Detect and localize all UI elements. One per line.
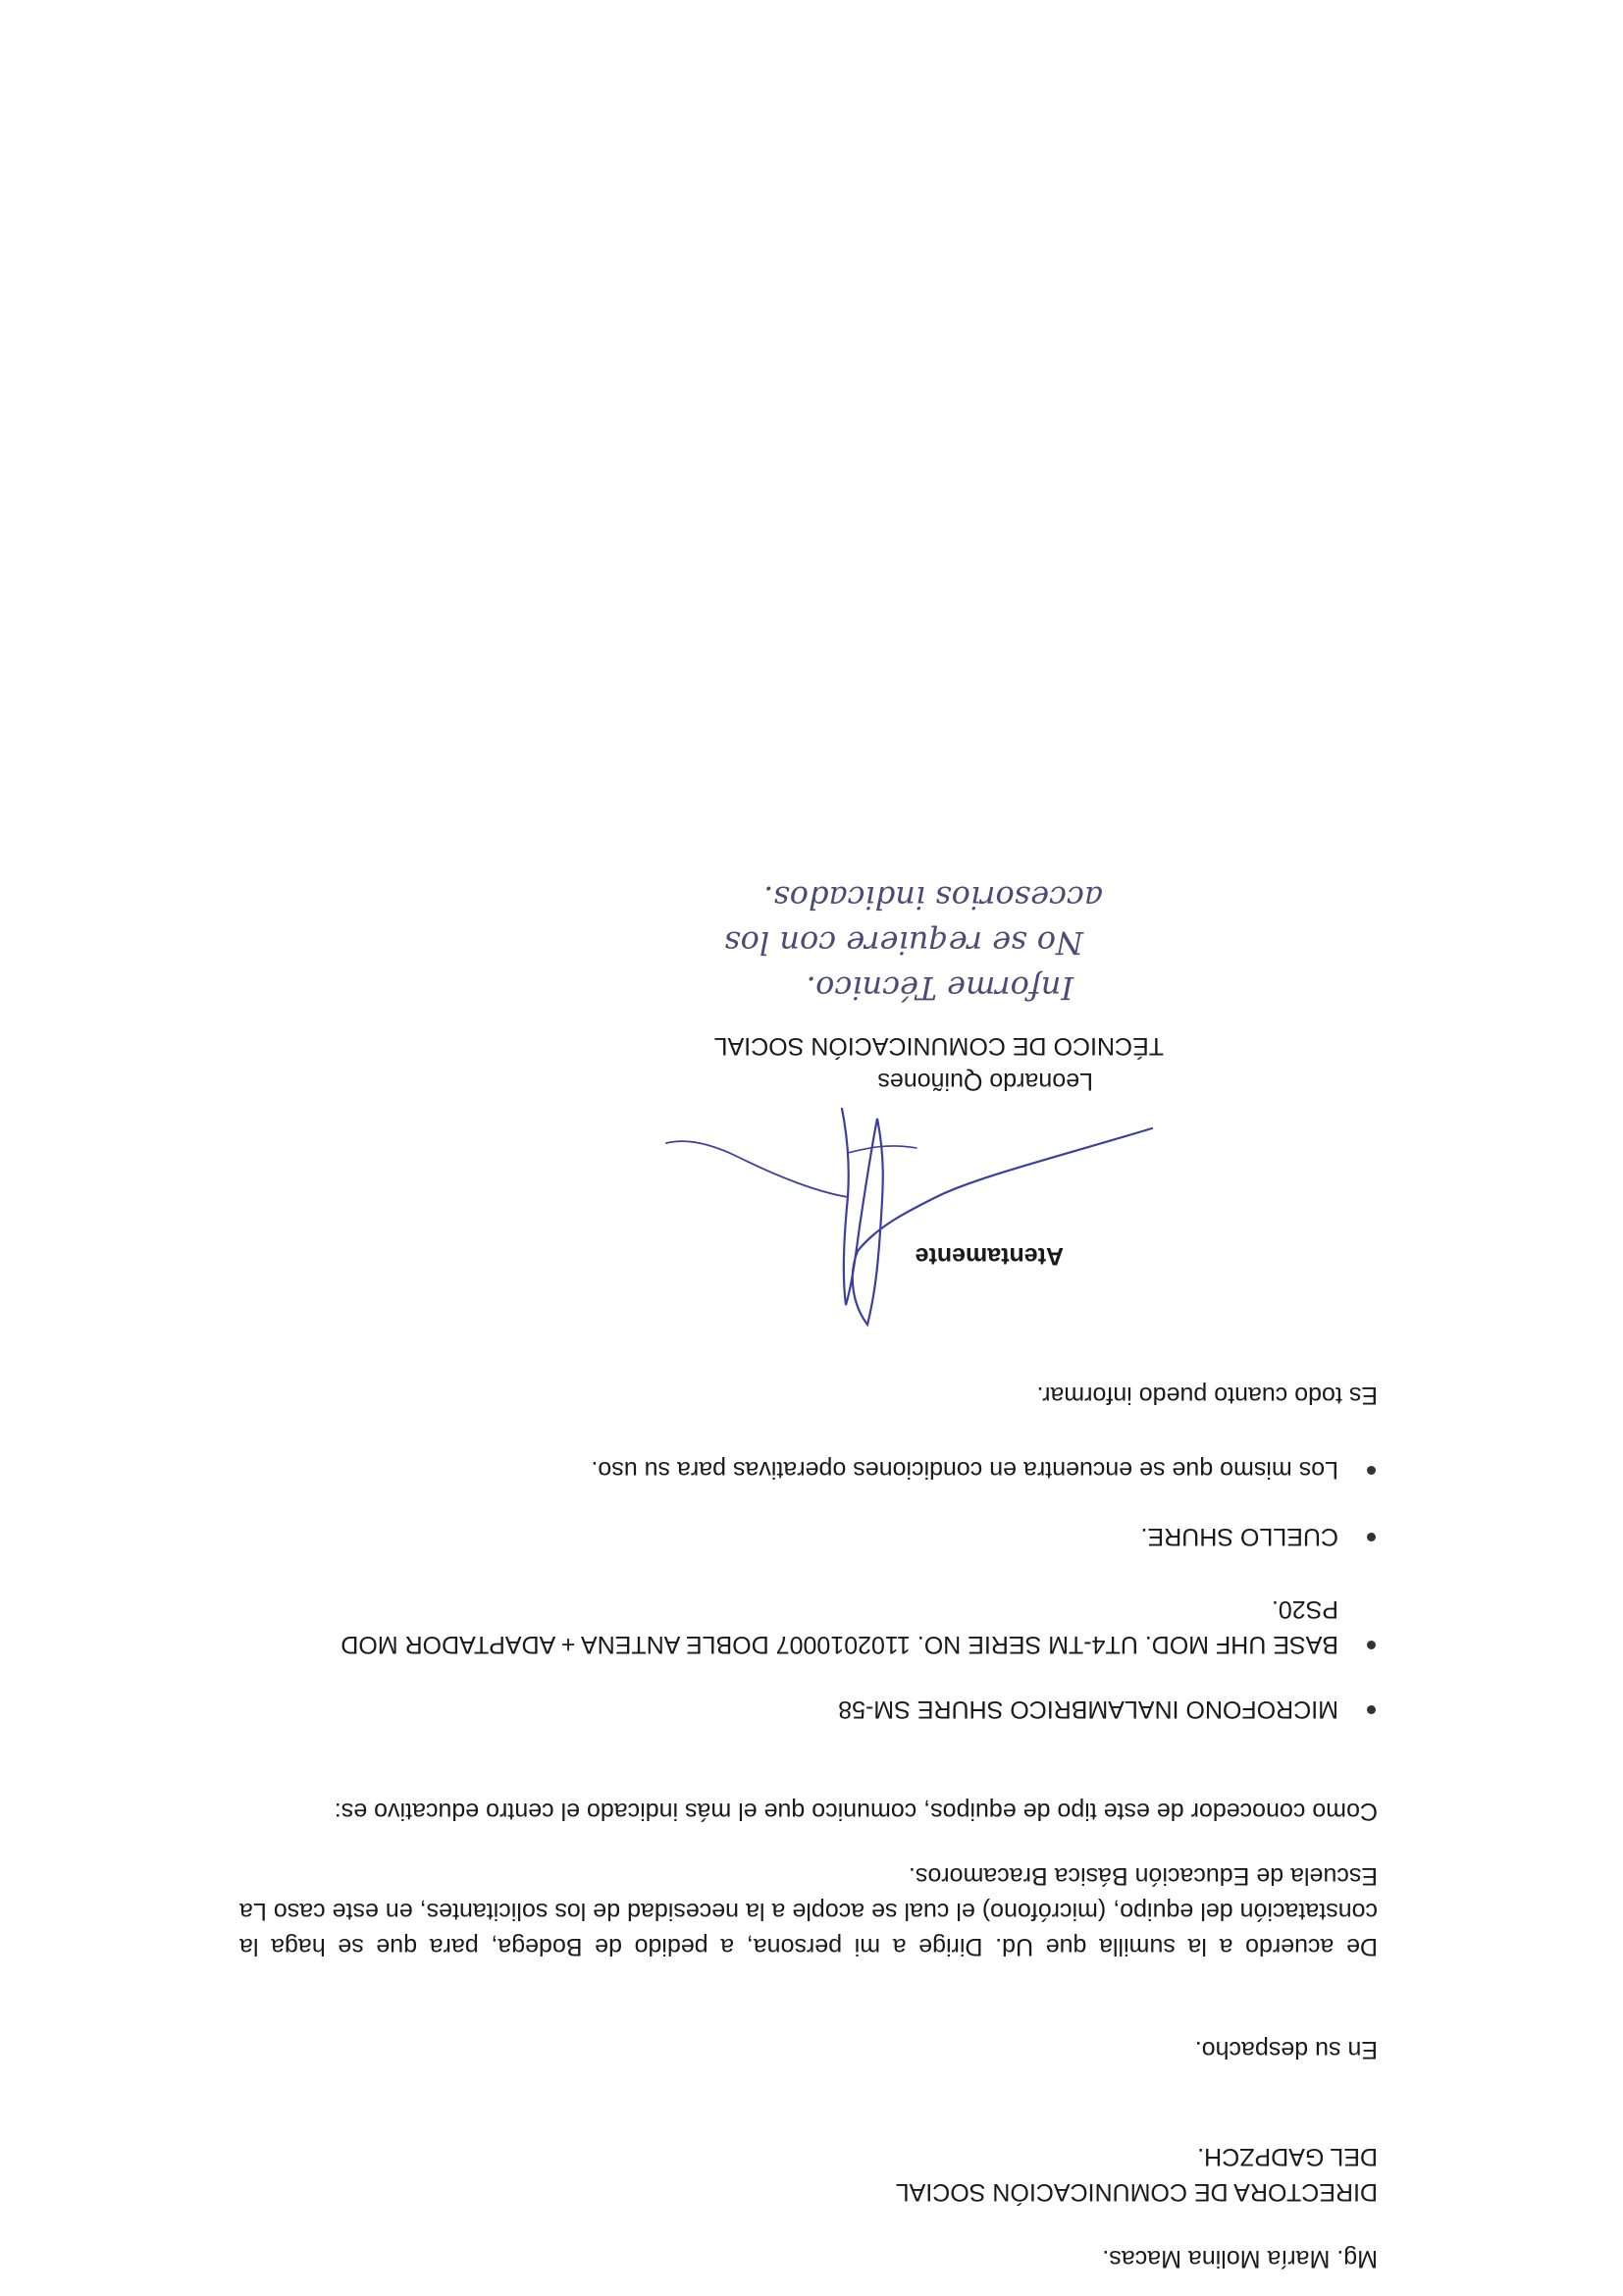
list-item-text: CUELLO SHURE. (1140, 1523, 1338, 1550)
recipient-name: Mg. María Molina Macas. (1102, 2245, 1378, 2272)
handwritten-note-line2: No se requiere con los (724, 924, 1083, 962)
list-item-text: MICROFONO INALAMBRICO SHURE SM-58 (838, 1696, 1338, 1723)
list-item-text: Los mismo que se encuentra en condiciones operativas para su uso. (591, 1456, 1338, 1484)
recipient-title-line1: DIRECTORA DE COMUNICACIÓN SOCIAL (895, 2178, 1378, 2206)
equipment-list (239, 1429, 1378, 1727)
paragraph-1: De acuerdo a la sumilla que Ud. Dirige a mi persona, a pedido de Bodega, para que se haga la constatación del equipo, (micrófono) el cual se acople a la necesidad de los solicitantes, en este caso La Escuela de Educación Básica Bracamoros. (239, 1862, 1378, 1960)
closing-line: Es todo cuanto puedo informar. (1036, 1382, 1378, 1409)
bullet-icon (1367, 1705, 1376, 1714)
bullet-icon (1367, 1533, 1376, 1541)
list-item-text: BASE UHF MOD. UT4-TM SERIE NO. 1102010007 DOBLE ANTENA + ADAPTADOR MOD PS20. (340, 1595, 1338, 1658)
recipient-block (896, 2139, 1378, 2276)
recipient-title-line2: DEL GADPZCH. (1197, 2143, 1378, 2170)
list-item (239, 1554, 1378, 1662)
bullet-icon (1367, 1466, 1376, 1475)
salutation: Atentamente (915, 1242, 1064, 1270)
handwritten-note (602, 875, 1113, 1011)
signature-scribble (661, 1089, 1172, 1344)
signer-name: Leonardo Quiñones (877, 1068, 1093, 1095)
handwritten-note-line1: Informe Técnico. (806, 969, 1073, 1007)
list-item (239, 1429, 1378, 1487)
bullet-icon (1367, 1641, 1376, 1649)
list-item (239, 1662, 1378, 1727)
handwritten-note-line3: accesorios indicados. (763, 879, 1103, 916)
paragraph-2: Como conocedor de este tipo de equipos, comunico que el más indicado el centro educativo es: (334, 1798, 1378, 1825)
greeting: En su despacho. (1194, 2036, 1378, 2063)
list-item (239, 1487, 1378, 1554)
signer-position: TÉCNICO DE COMUNICACIÓN SOCIAL (713, 1032, 1164, 1060)
